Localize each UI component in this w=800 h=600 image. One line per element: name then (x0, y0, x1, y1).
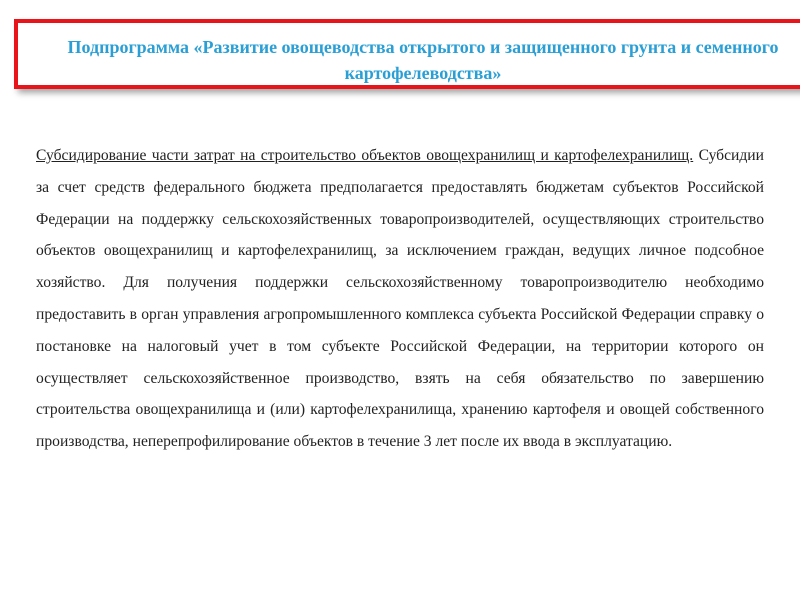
slide-title: Подпрограмма «Развитие овощеводства открытого и защищенного грунта и семенного картофелеводства» (67, 37, 779, 83)
title-box (14, 19, 800, 89)
body-text: Субсидии за счет средств федерального бюджета предполагается предоставлять бюджетам субъектов Российской Федерации на поддержку сельскохозяйственных товаропроизводителей, осуществляющих строительство объектов овощехранилищ и картофелехранилищ, за исключением граждан, ведущих личное подсобное хозяйство. Для получения поддержки сельскохозяйственному товаропроизводителю необходимо предоставить в орган управления агропромышленного комплекса субъекта Российской Федерации справку о постановке на налоговый учет в том субъекте Российской Федерации, на территории которого он осуществляет сельскохозяйственное производство, взять на себя обязательство по завершению строительства овощехранилища и (или) картофелехранилища, хранению картофеля и овощей собственного производства, неперепрофилирование объектов в течение 3 лет после их ввода в эксплуатацию. (36, 147, 764, 451)
body-paragraph (36, 140, 764, 458)
body-heading: Субсидирование части затрат на строительство объектов овощехранилищ и картофелехранилищ. (36, 147, 694, 164)
